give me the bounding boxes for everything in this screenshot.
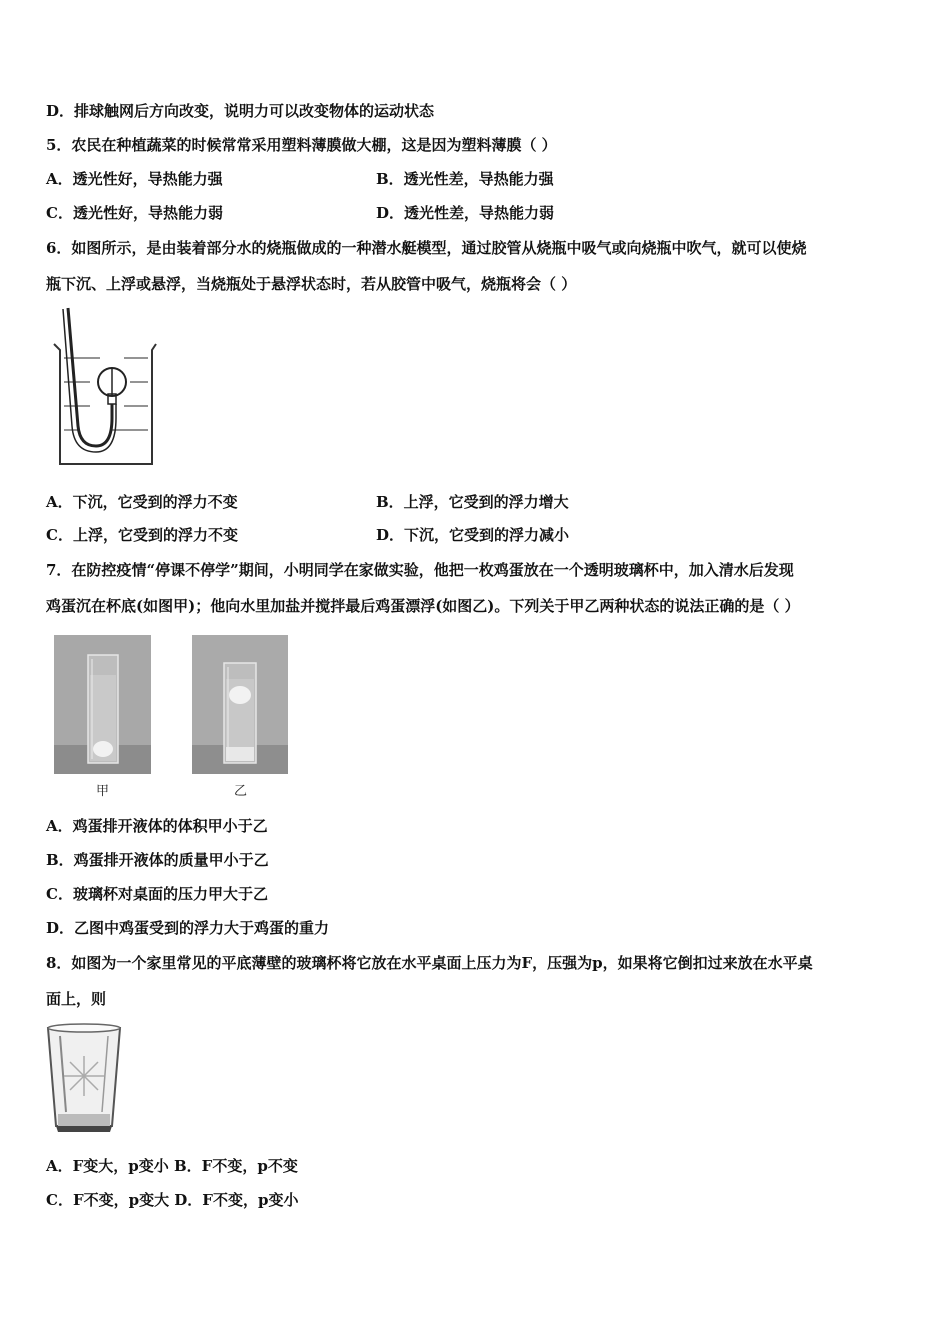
q7-option-b: B．鸡蛋排开液体的质量甲小于乙	[46, 851, 269, 869]
q5-option-d: D．透光性差，导热能力弱	[376, 204, 555, 222]
q8-stem-line2: 面上，则	[46, 990, 107, 1008]
q8-stem-line1: 8．如图为一个家里常见的平底薄壁的玻璃杯将它放在水平桌面上压力为F，压强为p，如果将它倒扣过来放在水平桌	[46, 954, 813, 972]
q6-option-b: B．上浮，它受到的浮力增大	[376, 493, 569, 511]
q7-stem-line1: 7．在防控疫情“停课不停学”期间，小明同学在家做实验，他把一枚鸡蛋放在一个透明玻璃杯中，加入清水后发现	[46, 561, 794, 579]
glass-cup-figure	[44, 1022, 124, 1135]
q7-stem-line2: 鸡蛋沉在杯底(如图甲)；他向水里加盐并搅拌最后鸡蛋漂浮(如图乙)。下列关于甲乙两种状态的说法正确的是（ ）	[46, 597, 800, 615]
photo-egg-sunk	[54, 635, 151, 774]
q5-stem: 5．农民在种植蔬菜的时候常常采用塑料薄膜做大棚，这是因为塑料薄膜（ ）	[46, 136, 557, 154]
q4-option-d: D．排球触网后方向改变，说明力可以改变物体的运动状态	[46, 102, 435, 120]
submarine-model-figure	[50, 306, 160, 470]
caption-yi: 乙	[234, 784, 248, 799]
q8-options-ab: A．F变大，p变小 B．F不变，p不变	[46, 1157, 298, 1175]
caption-jia: 甲	[96, 784, 110, 799]
q6-stem-line2: 瓶下沉、上浮或悬浮，当烧瓶处于悬浮状态时，若从胶管中吸气，烧瓶将会（ ）	[46, 275, 577, 293]
q7-option-c: C．玻璃杯对桌面的压力甲大于乙	[46, 885, 268, 903]
q7-option-a: A．鸡蛋排开液体的体积甲小于乙	[46, 817, 268, 835]
q7-option-d: D．乙图中鸡蛋受到的浮力大于鸡蛋的重力	[46, 919, 330, 937]
photo-egg-floating	[192, 635, 288, 774]
q5-option-b: B．透光性差，导热能力强	[376, 170, 554, 188]
q6-option-c: C．上浮，它受到的浮力不变	[46, 526, 238, 544]
q6-stem-line1: 6．如图所示，是由装着部分水的烧瓶做成的一种潜水艇模型，通过胶管从烧瓶中吸气或向烧瓶中吹气，就可以使烧	[46, 239, 807, 257]
q5-option-a: A．透光性好，导热能力强	[46, 170, 223, 188]
q6-option-a: A．下沉，它受到的浮力不变	[46, 493, 238, 511]
q8-options-cd: C．F不变，p变大 D．F不变，p变小	[46, 1191, 299, 1209]
q6-option-d: D．下沉，它受到的浮力减小	[376, 526, 570, 544]
q5-option-c: C．透光性好，导热能力弱	[46, 204, 223, 222]
